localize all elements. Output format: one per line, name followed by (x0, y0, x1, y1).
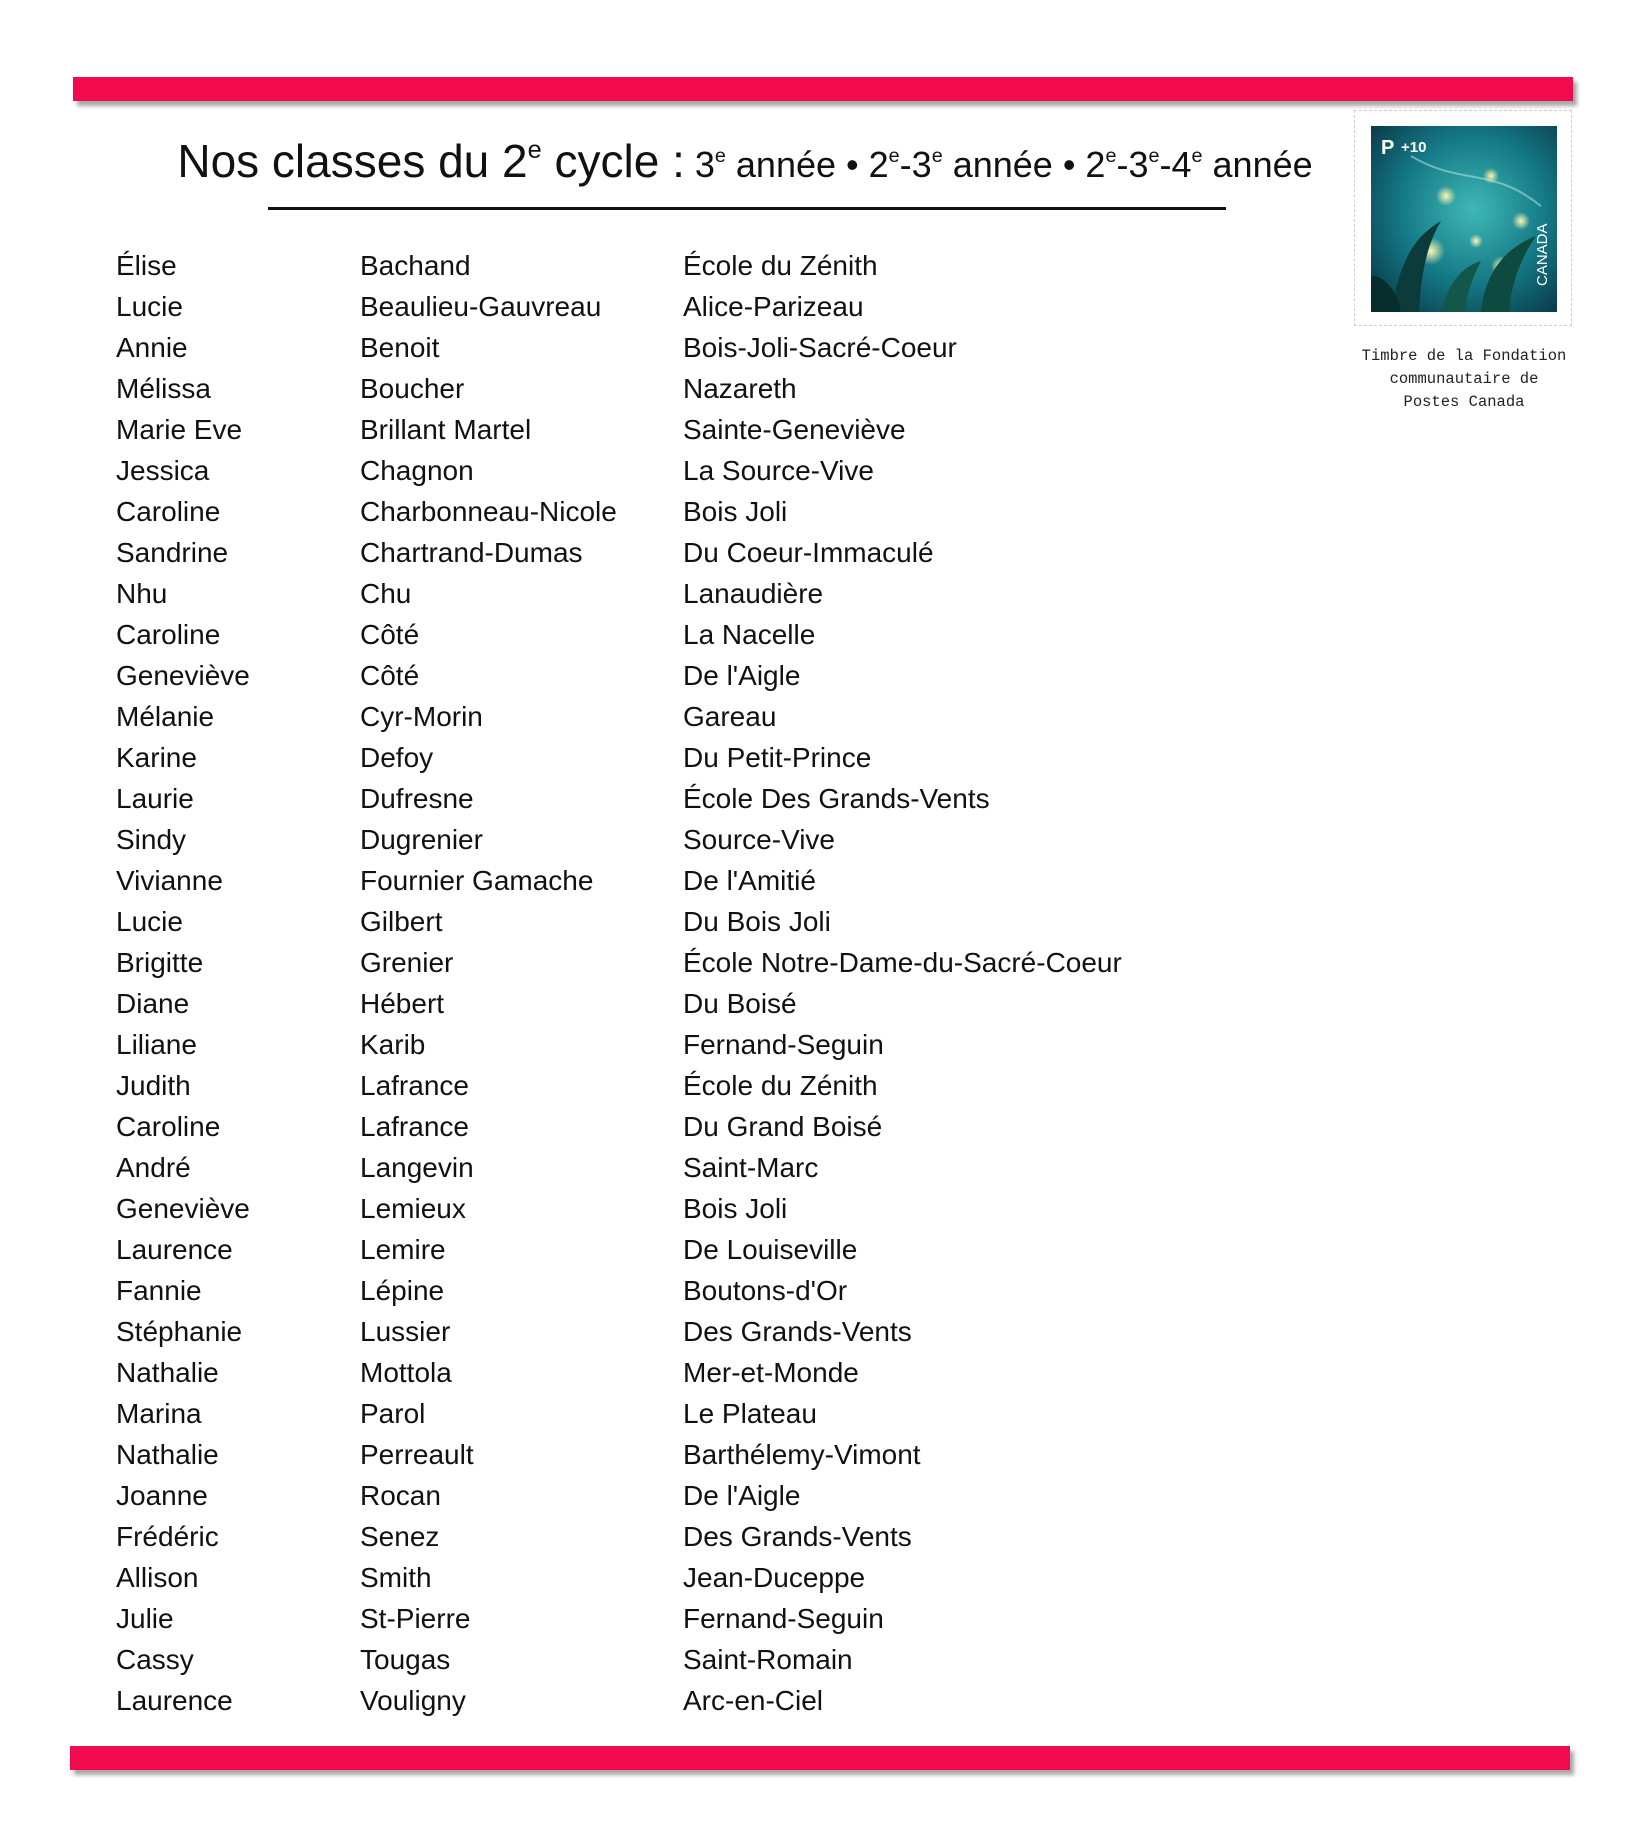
first-name: Liliane (116, 1029, 197, 1060)
first-name: Élise (116, 250, 177, 281)
title-grades: 3e année • 2e-3e année • 2e-3e-4e année (684, 144, 1313, 185)
last-name: Lafrance (360, 1111, 469, 1142)
last-name: Lépine (360, 1275, 445, 1306)
school-name: La Source-Vive (683, 455, 874, 486)
last-name: St-Pierre (360, 1603, 471, 1634)
stamp-caption (1344, 345, 1584, 414)
first-name: Joanne (116, 1480, 208, 1511)
last-name: Langevin (360, 1152, 474, 1183)
first-name-column (116, 245, 250, 1721)
last-name: Chu (360, 578, 412, 609)
last-name: Bachand (360, 250, 471, 281)
school-name: École du Zénith (683, 250, 878, 281)
last-name: Rocan (360, 1480, 441, 1511)
school-name: Alice-Parizeau (683, 291, 864, 322)
stamp-value: +10 (1401, 139, 1427, 156)
first-name: Mélissa (116, 373, 211, 404)
school-name: De l'Aigle (683, 1480, 801, 1511)
first-name: Caroline (116, 619, 221, 650)
first-name: Karine (116, 742, 197, 773)
school-name: Nazareth (683, 373, 797, 404)
school-name: Fernand-Seguin (683, 1603, 884, 1634)
school-name: Le Plateau (683, 1398, 817, 1429)
school-name: Du Coeur-Immaculé (683, 537, 934, 568)
school-name: Des Grands-Vents (683, 1521, 912, 1552)
svg-text:P: P (1381, 137, 1395, 159)
school-name: Bois-Joli-Sacré-Coeur (683, 332, 957, 363)
first-name: Annie (116, 332, 188, 363)
first-name: Sindy (116, 824, 187, 855)
last-name: Smith (360, 1562, 432, 1593)
last-name: Senez (360, 1521, 440, 1552)
title-underline (268, 207, 1226, 210)
first-name: Lucie (116, 906, 183, 937)
first-name: Judith (116, 1070, 191, 1101)
last-name: Lussier (360, 1316, 451, 1347)
school-name: De Louiseville (683, 1234, 858, 1265)
page-title (100, 134, 1390, 188)
first-name: Allison (116, 1562, 199, 1593)
first-name: Mélanie (116, 701, 215, 732)
first-name: Nathalie (116, 1439, 219, 1470)
last-name: Karib (360, 1029, 426, 1060)
last-name: Boucher (360, 373, 465, 404)
first-name: Marie Eve (116, 414, 243, 445)
last-name: Defoy (360, 742, 434, 773)
first-name: Nhu (116, 578, 168, 609)
last-name: Chagnon (360, 455, 474, 486)
first-name: Laurence (116, 1234, 233, 1265)
caption-line: Postes Canada (1403, 393, 1525, 411)
caption-line: Timbre de la Fondation (1361, 347, 1567, 365)
school-name: La Nacelle (683, 619, 816, 650)
school-column (683, 245, 1122, 1721)
first-name: Stéphanie (116, 1316, 243, 1347)
last-name: Tougas (360, 1644, 451, 1675)
first-name: Laurence (116, 1685, 233, 1716)
last-name: Hébert (360, 988, 445, 1019)
school-name: École Des Grands-Vents (683, 783, 990, 814)
school-name: Du Bois Joli (683, 906, 831, 937)
first-name: Geneviève (116, 1193, 250, 1224)
school-name: École Notre-Dame-du-Sacré-Coeur (683, 947, 1122, 978)
last-name: Lemire (360, 1234, 446, 1265)
bottom-accent-bar (70, 1746, 1570, 1770)
first-name: Vivianne (116, 865, 223, 896)
last-name: Dugrenier (360, 824, 483, 855)
school-name: École du Zénith (683, 1070, 878, 1101)
first-name: Julie (116, 1603, 174, 1634)
school-name: Saint-Marc (683, 1152, 819, 1183)
school-name: De l'Aigle (683, 660, 801, 691)
last-name: Grenier (360, 947, 454, 978)
school-name: Bois Joli (683, 1193, 788, 1224)
caption-line: communautaire de (1389, 370, 1539, 388)
school-name: Du Grand Boisé (683, 1111, 883, 1142)
last-name: Perreault (360, 1439, 474, 1470)
school-name: Sainte-Geneviève (683, 414, 906, 445)
school-name: Gareau (683, 701, 777, 732)
school-name: Jean-Duceppe (683, 1562, 866, 1593)
school-name: Du Boisé (683, 988, 797, 1019)
first-name: Diane (116, 988, 190, 1019)
postage-stamp (1354, 110, 1572, 326)
top-accent-bar (73, 77, 1573, 101)
school-name: Des Grands-Vents (683, 1316, 912, 1347)
first-name: Nathalie (116, 1357, 219, 1388)
school-name: Barthélemy-Vimont (683, 1439, 921, 1470)
last-name: Charbonneau-Nicole (360, 496, 617, 527)
last-name: Côté (360, 619, 420, 650)
stamp-illustration (1371, 126, 1557, 312)
school-name: Source-Vive (683, 824, 836, 855)
school-name: Arc-en-Ciel (683, 1685, 824, 1716)
last-name: Chartrand-Dumas (360, 537, 583, 568)
first-name: Lucie (116, 291, 183, 322)
last-name: Gilbert (360, 906, 443, 937)
last-name: Cyr-Morin (360, 701, 483, 732)
school-name: Mer-et-Monde (683, 1357, 859, 1388)
school-name: Boutons-d'Or (683, 1275, 848, 1306)
last-name: Mottola (360, 1357, 452, 1388)
first-name: Frédéric (116, 1521, 219, 1552)
school-name: Fernand-Seguin (683, 1029, 884, 1060)
stamp-country: CANADA (1534, 223, 1551, 286)
first-name: Brigitte (116, 947, 204, 978)
school-name: Bois Joli (683, 496, 788, 527)
first-name: Marina (116, 1398, 202, 1429)
last-name: Fournier Gamache (360, 865, 594, 896)
first-name: Caroline (116, 496, 221, 527)
first-name: Geneviève (116, 660, 250, 691)
last-name-column (360, 245, 617, 1721)
last-name: Beaulieu-Gauvreau (360, 291, 602, 322)
title-main: Nos classes du 2e cycle : (177, 135, 685, 187)
last-name: Côté (360, 660, 420, 691)
last-name: Parol (360, 1398, 426, 1429)
first-name: Laurie (116, 783, 194, 814)
last-name: Lemieux (360, 1193, 466, 1224)
first-name: André (116, 1152, 191, 1183)
first-name: Cassy (116, 1644, 194, 1675)
school-name: Du Petit-Prince (683, 742, 872, 773)
first-name: Caroline (116, 1111, 221, 1142)
first-name: Sandrine (116, 537, 229, 568)
first-name: Jessica (116, 455, 210, 486)
last-name: Benoit (360, 332, 440, 363)
last-name: Brillant Martel (360, 414, 532, 445)
school-name: Lanaudière (683, 578, 824, 609)
last-name: Dufresne (360, 783, 474, 814)
school-name: De l'Amitié (683, 865, 816, 896)
last-name: Vouligny (360, 1685, 466, 1716)
school-name: Saint-Romain (683, 1644, 853, 1675)
first-name: Fannie (116, 1275, 202, 1306)
last-name: Lafrance (360, 1070, 469, 1101)
